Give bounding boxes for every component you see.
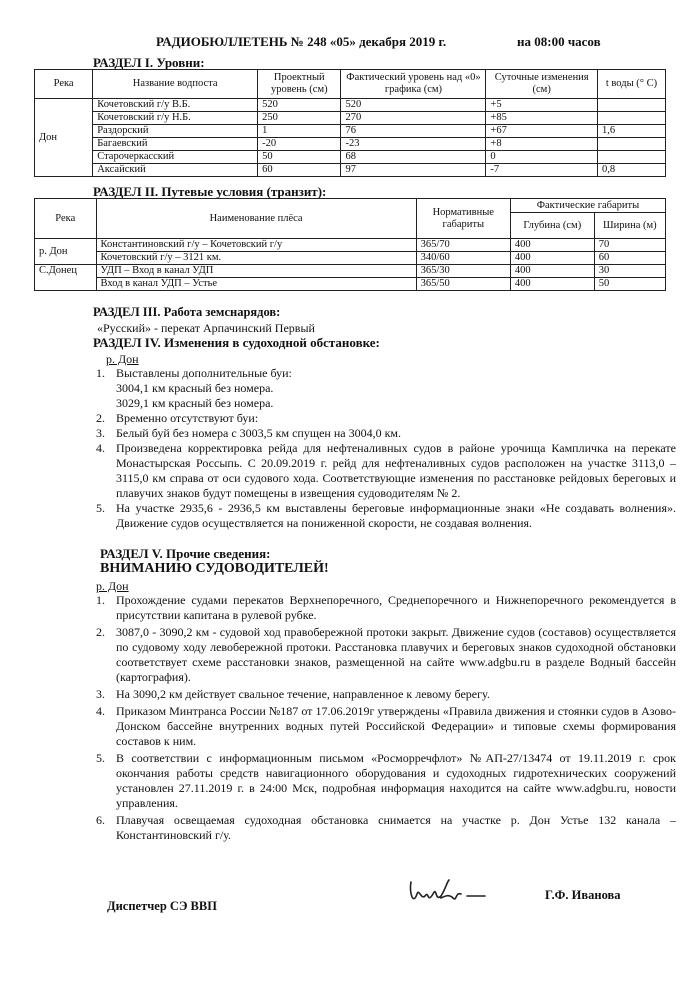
section5-list — [96, 593, 676, 843]
width-value: 30 — [594, 265, 665, 278]
norm-value: 365/30 — [416, 265, 510, 278]
list-item: 4. Произведена корректировка рейда для нефтеналивных судов в районе урочища Кампличка на перекате Монастырская Россыпь. С 20.09.2019 г. рейд для нефтеналивных судов расположен на участке 3113,0 – 3115,0 км справа от оси судового хода. Соответствующие изменения по расстановке рейдовых береговых и плавучих знаков будут помещены в извещения судоводителям № 2. — [96, 441, 676, 500]
table-row — [35, 252, 666, 265]
post-name: Раздорский — [93, 125, 258, 138]
list-item: 3. На 3090,2 км действует свальное течение, направленное к левому берегу. — [96, 687, 490, 701]
project-level: 60 — [258, 164, 341, 177]
project-level: 50 — [258, 151, 341, 164]
bulletin-time: на 08:00 часов — [517, 34, 601, 49]
table-row — [35, 138, 666, 151]
col-post: Название водпоста — [93, 70, 258, 99]
col-change: Суточные изменения (см) — [486, 70, 598, 99]
project-level: -20 — [258, 138, 341, 151]
list-item: 1. Прохождение судами перекатов Верхнепоречного, Среднепоречного и Нижнепоречного рекомендуется в присутствии капитана в рулевой рубке. — [96, 593, 676, 622]
fact-level: -23 — [341, 138, 486, 151]
col-fact-group: Фактические габариты — [510, 199, 665, 213]
section1-title: РАЗДЕЛ I. Уровни: — [93, 55, 205, 70]
daily-change: +67 — [486, 125, 598, 138]
water-temp — [597, 151, 665, 164]
depth-value: 400 — [510, 239, 594, 252]
table-row — [35, 99, 666, 112]
project-level: 250 — [258, 112, 341, 125]
col-norm: Нормативные габариты — [416, 199, 510, 239]
section4-list — [96, 366, 676, 531]
river-cell: р. Дон — [35, 239, 97, 265]
water-temp — [597, 138, 665, 151]
col-river: Река — [35, 199, 97, 239]
stretch-name: Константиновский г/у – Кочетовский г/у — [96, 239, 416, 252]
daily-change: +5 — [486, 99, 598, 112]
section4-river: р. Дон — [106, 352, 139, 366]
depth-value: 400 — [510, 265, 594, 278]
fact-level: 97 — [341, 164, 486, 177]
norm-value: 340/60 — [416, 252, 510, 265]
list-item: 5. На участке 2935,6 - 2936,5 км выставлены береговые информационные знаки «Не создавать волнения». Движение судов осуществляется на пониженной скорости, не создавая волнения. — [96, 501, 676, 530]
dredger-info: «Русский» - перекат Арпачинский Первый — [97, 321, 315, 335]
col-project: Проектный уровень (см) — [258, 70, 341, 99]
list-item: 3. Белый буй без номера с 3003,5 км спущен на 3004,0 км. — [96, 426, 402, 440]
depth-value: 400 — [510, 252, 594, 265]
list-item: 2. Временно отсутствуют буи: — [96, 411, 259, 425]
handwritten-signature — [405, 872, 500, 916]
table-row — [35, 164, 666, 177]
levels-table — [34, 69, 666, 177]
daily-change: +85 — [486, 112, 598, 125]
list-item: 6. Плавучая освещаемая судоходная обстановка снимается на участке р. Дон Устье 132 канала – Константиновский г/у. — [96, 813, 676, 842]
section2-title: РАЗДЕЛ II. Путевые условия (транзит): — [93, 184, 327, 199]
col-river: Река — [35, 70, 93, 99]
section5-title: РАЗДЕЛ V. Прочие сведения: — [100, 546, 271, 561]
section4-title: РАЗДЕЛ IV. Изменения в судоходной обстановке: — [93, 335, 380, 350]
col-fact: Фактический уровень над «0» графика (см) — [341, 70, 486, 99]
post-name: Старочеркасский — [93, 151, 258, 164]
col-depth: Глубина (см) — [510, 213, 594, 239]
stretch-name: УДП – Вход в канал УДП — [96, 265, 416, 278]
table-row — [35, 239, 666, 252]
fact-level: 520 — [341, 99, 486, 112]
project-level: 1 — [258, 125, 341, 138]
list-item: 2. 3087,0 - 3090,2 км - судовой ход правобережной протоки закрыт. Движение судов (составов) осуществляется по судовому ходу левобережной протоки. Расстановка плавучих и береговых знаков судоходной обстановки соответствует схеме расстановки знаков, размещенной на сайте www.adgbu.ru в разделе Водный бассейн (картография). — [96, 625, 676, 684]
section5-river: р. Дон — [96, 579, 129, 593]
norm-value: 365/70 — [416, 239, 510, 252]
project-level: 520 — [258, 99, 341, 112]
bulletin-title: РАДИОБЮЛЛЕТЕНЬ № 248 «05» декабря 2019 г. — [156, 34, 447, 49]
table-row — [35, 265, 666, 278]
post-name: Кочетовский г/у В.Б. — [93, 99, 258, 112]
dispatcher-role: Диспетчер СЭ ВВП — [107, 899, 217, 913]
attention-heading: ВНИМАНИЮ СУДОВОДИТЕЛЕЙ! — [100, 561, 329, 576]
width-value: 70 — [594, 239, 665, 252]
daily-change: -7 — [486, 164, 598, 177]
width-value: 60 — [594, 252, 665, 265]
norm-value: 365/50 — [416, 278, 510, 291]
list-item: 1. Выставлены дополнительные буи: — [96, 366, 292, 380]
list-item: 4. Приказом Минтранса России №187 от 17.06.2019г утверждены «Правила движения и стоянки судов в Азово-Донском бассейне внутренних водных путей Российской Федерации» и типовые схемы формирования составов к ним. — [96, 704, 676, 748]
post-name: Аксайский — [93, 164, 258, 177]
table-row — [35, 278, 666, 291]
depth-value: 400 — [510, 278, 594, 291]
stretch-name: Кочетовский г/у – 3121 км. — [96, 252, 416, 265]
stretch-name: Вход в канал УДП – Устье — [96, 278, 416, 291]
fact-level: 76 — [341, 125, 486, 138]
section3-title: РАЗДЕЛ III. Работа земснарядов: — [93, 305, 281, 319]
table-row — [35, 125, 666, 138]
daily-change: 0 — [486, 151, 598, 164]
list-item: 3029,1 км красный без номера. — [116, 396, 274, 410]
route-table — [34, 198, 666, 291]
col-temp: t воды (° C) — [597, 70, 665, 99]
table-row — [35, 151, 666, 164]
water-temp: 0,8 — [597, 164, 665, 177]
col-width: Ширина (м) — [594, 213, 665, 239]
daily-change: +8 — [486, 138, 598, 151]
fact-level: 270 — [341, 112, 486, 125]
list-item: 5. В соответствии с информационным письмом «Росморречфлот» №АП-27/13474 от 19.11.2019 г. срок окончания работы средств навигационного оборудования и судоходных гидротехнических сооружений установлен 27.11.2019 г. в 24:00 Мск, подробная информация находится на сайте www.adgbu.ru, новости управления. — [96, 751, 676, 810]
dispatcher-name: Г.Ф. Иванова — [545, 888, 621, 902]
list-item: 3004,1 км красный без номера. — [116, 381, 274, 395]
width-value: 50 — [594, 278, 665, 291]
water-temp: 1,6 — [597, 125, 665, 138]
river-cell: С.Донец — [35, 265, 97, 291]
table-row — [35, 112, 666, 125]
water-temp — [597, 112, 665, 125]
fact-level: 68 — [341, 151, 486, 164]
post-name: Багаевский — [93, 138, 258, 151]
col-stretch: Наименование плёса — [96, 199, 416, 239]
river-cell: Дон — [35, 99, 93, 177]
water-temp — [597, 99, 665, 112]
post-name: Кочетовский г/у Н.Б. — [93, 112, 258, 125]
